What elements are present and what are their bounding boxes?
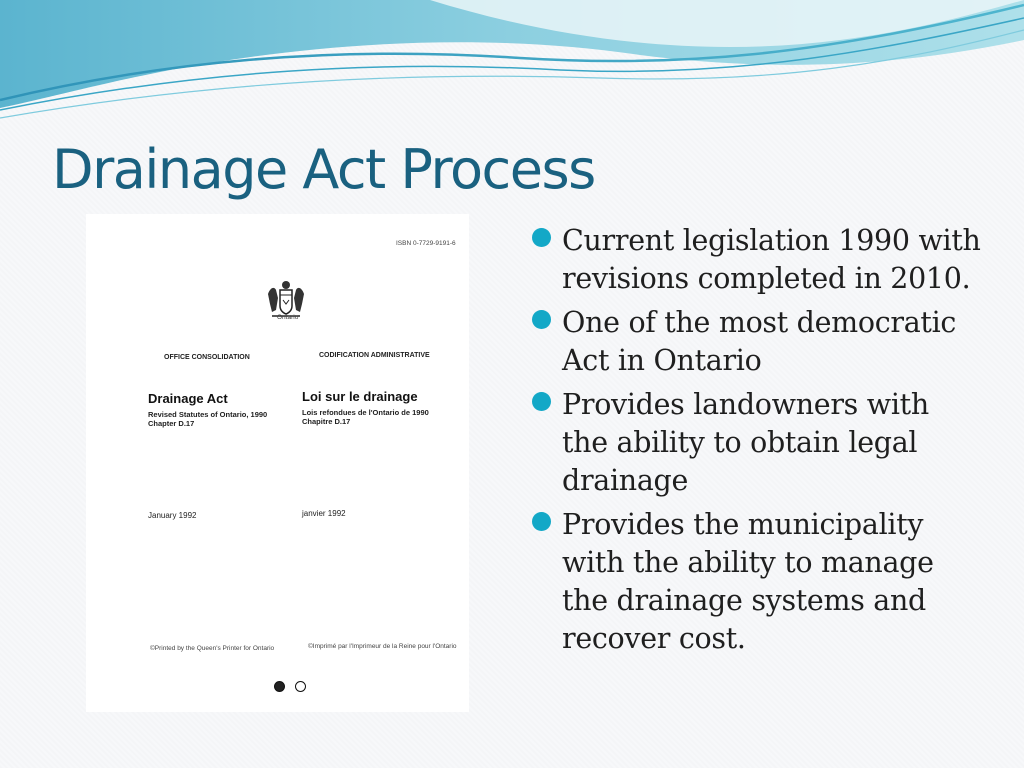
- slide-title: Drainage Act Process: [52, 138, 595, 201]
- header-wave: [0, 0, 1024, 125]
- right-header: CODIFICATION ADMINISTRATIVE: [319, 352, 430, 359]
- right-date: janvier 1992: [302, 509, 346, 518]
- right-footer: ©Imprimé par l'Imprimeur de la Reine pour l'Ontario: [308, 643, 457, 650]
- right-act-title: Loi sur le drainage: [302, 389, 418, 404]
- crest-caption: Ontario: [277, 314, 299, 321]
- bullet-text: Provides the municipality with the ability to manage the drainage systems and recover cost.: [562, 508, 934, 655]
- left-act-title: Drainage Act: [148, 391, 228, 406]
- isbn-stamp: ISBN 0-7729-9191-6: [396, 240, 456, 247]
- bullet-dot-icon: [532, 228, 551, 247]
- bullet-item: [532, 386, 982, 500]
- bullet-text: Current legislation 1990 with revisions completed in 2010.: [562, 224, 981, 295]
- bullet-dot-icon: [532, 310, 551, 329]
- bullet-dot-icon: [532, 392, 551, 411]
- right-subtitle-2: Chapitre D.17: [302, 417, 351, 426]
- bullet-text: One of the most democratic Act in Ontario: [562, 306, 957, 377]
- bullet-dot-icon: [532, 512, 551, 531]
- bullet-text: Provides landowners with the ability to obtain legal drainage: [562, 388, 929, 497]
- left-header: OFFICE CONSOLIDATION: [164, 354, 250, 361]
- bullet-item: [532, 506, 982, 658]
- right-subtitle-1: Lois refondues de l'Ontario de 1990: [302, 408, 429, 417]
- left-date: January 1992: [148, 511, 197, 520]
- bullet-item: [532, 304, 982, 380]
- document-cover-image: [86, 214, 469, 712]
- bullet-item: [532, 222, 982, 298]
- bullet-list: [532, 222, 982, 664]
- left-footer: ©Printed by the Queen's Printer for Ontario: [150, 645, 275, 652]
- recycle-symbol-icon: [274, 681, 285, 692]
- infinity-symbol-icon: [295, 681, 306, 692]
- left-subtitle-1: Revised Statutes of Ontario, 1990: [148, 410, 268, 419]
- left-subtitle-2: Chapter D.17: [148, 419, 195, 428]
